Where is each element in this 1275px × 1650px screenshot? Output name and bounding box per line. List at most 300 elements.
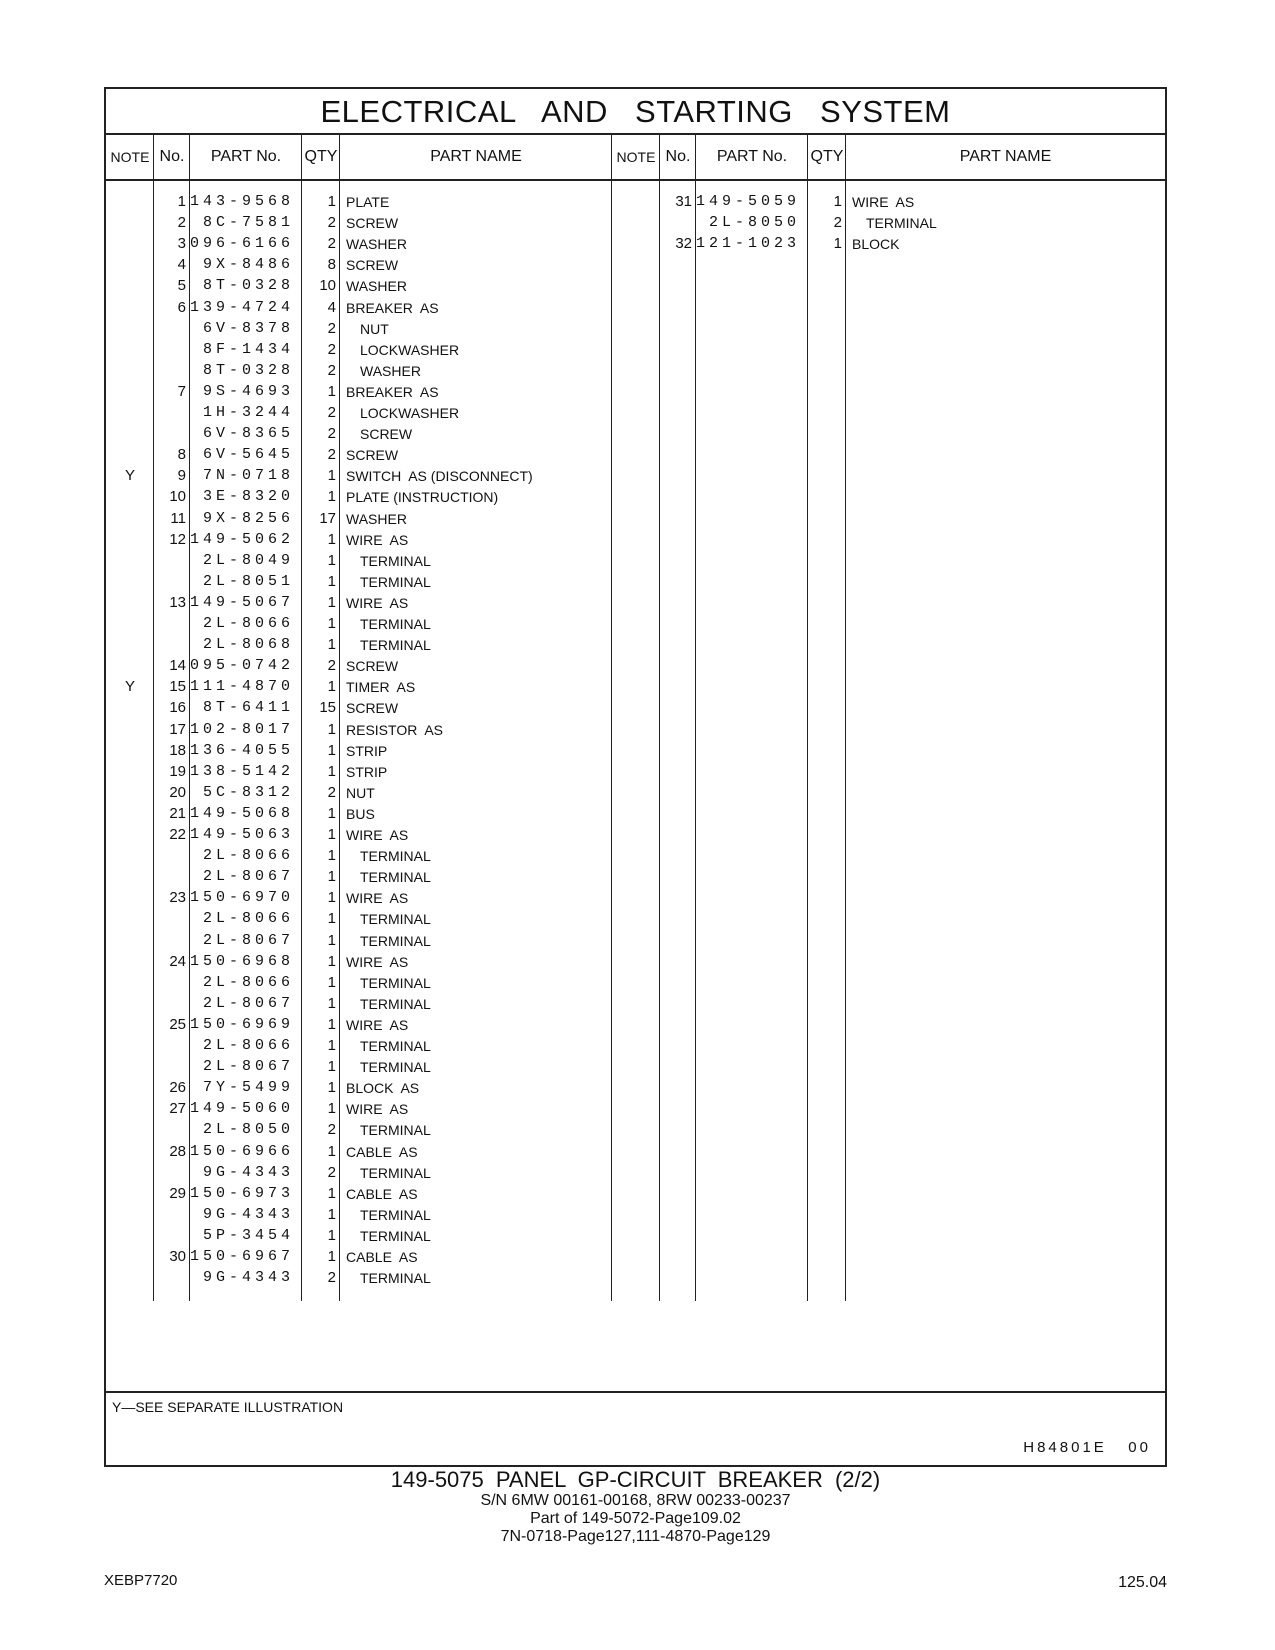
item-number-cell: 31 — [675, 193, 692, 210]
header-part-name-right: PART NAME — [959, 148, 1052, 165]
part-name-cell: WIRE AS — [346, 594, 409, 611]
note-cell — [106, 845, 154, 867]
part-name-cell: CABLE AS — [346, 1249, 418, 1265]
part-number-cell: 8T-6411 — [202, 699, 294, 717]
note-cell — [106, 444, 154, 466]
note-cell: Y — [124, 467, 135, 485]
quantity-cell: 2 — [327, 361, 336, 379]
item-number-cell — [154, 1119, 186, 1141]
part-number-cell: 2L-8066 — [202, 1037, 294, 1054]
note-cell — [106, 297, 154, 319]
part-name-cell: TERMINAL — [360, 637, 431, 654]
table-row — [106, 1141, 1165, 1163]
quantity-cell: 1 — [327, 572, 336, 590]
item-number-cell — [154, 993, 186, 1015]
table-row — [106, 740, 1165, 762]
page-number: 125.04 — [1118, 1574, 1167, 1591]
part-name-cell: WASHER — [346, 510, 407, 527]
item-number-cell: 28 — [169, 1142, 186, 1160]
quantity-cell: 2 — [327, 1163, 336, 1181]
part-number-cell: 121-1023 — [696, 235, 801, 253]
part-name-cell: WIRE AS — [346, 827, 409, 843]
quantity-cell: 1 — [327, 1058, 336, 1076]
quantity-cell: 2 — [327, 235, 336, 253]
item-number-cell: 19 — [169, 762, 186, 780]
header-part-no-right: PART No. — [716, 148, 788, 165]
part-number-cell: 2L-8067 — [202, 994, 294, 1012]
part-number-cell: 150-6969 — [190, 1015, 295, 1033]
note-cell — [106, 1267, 154, 1289]
quantity-cell: 1 — [327, 678, 336, 696]
note-cell — [106, 655, 154, 677]
part-name-cell: TERMINAL — [360, 1038, 431, 1054]
item-number-cell — [154, 339, 186, 361]
part-name-cell: SCREW — [346, 215, 399, 232]
caption-references: 7N-0718-Page127,111-4870-Page129 — [500, 1528, 771, 1545]
item-number-cell — [154, 550, 186, 572]
quantity-cell: 1 — [327, 1079, 336, 1097]
table-row — [106, 887, 1165, 909]
footer-divider — [106, 1391, 1165, 1393]
table-row — [106, 761, 1165, 783]
part-name-cell: SCREW — [346, 447, 399, 464]
table-row — [106, 1014, 1165, 1036]
item-number-cell — [154, 360, 186, 382]
part-name-cell: BREAKER AS — [346, 383, 439, 400]
item-number-cell: 4 — [177, 256, 186, 274]
part-number-cell: 7Y-5499 — [202, 1079, 294, 1097]
item-number-cell — [154, 1162, 186, 1184]
note-cell — [106, 1014, 154, 1036]
item-number-cell: 10 — [169, 488, 186, 506]
table-row — [106, 803, 1165, 825]
quantity-cell: 1 — [327, 889, 336, 907]
header-qty-right: QTY — [810, 148, 844, 165]
note-cell — [106, 529, 154, 551]
note-cell — [106, 993, 154, 1015]
part-number-cell: 9G-4343 — [202, 1205, 294, 1223]
part-number-cell: 2L-8050 — [202, 1121, 294, 1139]
item-number-cell: 16 — [169, 699, 186, 717]
note-cell — [106, 381, 154, 403]
part-name-cell: SWITCH AS (DISCONNECT) — [346, 468, 533, 485]
table-row — [106, 719, 1165, 741]
item-number-cell — [154, 845, 186, 867]
header-note-right: NOTE — [616, 149, 656, 165]
item-number-cell: 8 — [177, 446, 186, 464]
note-cell — [106, 824, 154, 846]
note-cell — [106, 550, 154, 572]
quantity-cell: 1 — [327, 720, 336, 738]
part-name-cell: WIRE AS — [346, 1016, 409, 1033]
item-number-cell: 21 — [169, 804, 186, 822]
quantity-cell: 8 — [327, 256, 336, 274]
item-number-cell: 9 — [177, 467, 186, 485]
quantity-cell: 1 — [327, 615, 336, 632]
item-number-cell: 2 — [177, 214, 186, 232]
part-number-cell: 149-5060 — [190, 1100, 295, 1118]
header-qty-left: QTY — [304, 148, 338, 165]
item-number-cell — [154, 423, 186, 445]
part-number-cell: 9S-4693 — [202, 382, 294, 400]
part-name-cell: NUT — [360, 320, 389, 337]
quantity-cell: 10 — [319, 277, 336, 295]
part-number-cell: 2L-8067 — [202, 931, 294, 949]
item-number-cell: 32 — [675, 235, 692, 253]
table-row — [106, 360, 1165, 382]
item-number-cell — [154, 1225, 186, 1247]
item-number-cell: 11 — [170, 509, 186, 527]
figure-caption — [104, 1468, 1167, 1546]
note-cell — [106, 423, 154, 445]
table-row — [106, 613, 1165, 635]
table-row — [106, 1267, 1165, 1289]
part-number-cell: 1H-3244 — [202, 404, 294, 421]
part-name-cell: WIRE AS — [346, 531, 409, 548]
part-name-cell: STRIP — [346, 763, 388, 780]
quantity-cell: 15 — [319, 699, 336, 717]
table-row — [106, 1246, 1165, 1268]
part-name-cell: TERMINAL — [360, 1122, 431, 1139]
part-name-cell: LOCKWASHER — [360, 341, 460, 358]
quantity-cell: 1 — [327, 973, 336, 991]
part-number-cell: 9X-8256 — [202, 509, 294, 527]
note-cell — [106, 761, 154, 783]
table-row — [106, 1056, 1165, 1078]
table-row — [106, 1119, 1165, 1141]
part-number-cell: 136-4055 — [190, 741, 295, 759]
item-number-cell — [154, 972, 186, 994]
table-row — [106, 697, 1165, 719]
note-cell — [106, 1204, 154, 1226]
part-name-cell: BLOCK AS — [346, 1080, 420, 1097]
note-cell — [106, 254, 154, 276]
caption-title: 149-5075 PANEL GP-CIRCUIT BREAKER (2/2) — [390, 1467, 881, 1492]
part-number-cell: 143-9568 — [190, 193, 295, 210]
table-row — [106, 845, 1165, 867]
column-header-row — [106, 135, 1165, 181]
part-name-cell: STRIP — [346, 742, 388, 759]
quantity-cell: 1 — [327, 1248, 336, 1265]
part-number-cell: 150-6967 — [190, 1248, 295, 1265]
note-cell — [106, 360, 154, 382]
note-cell: Y — [124, 678, 135, 696]
item-number-cell — [154, 1035, 186, 1057]
part-number-cell: 150-6973 — [190, 1184, 295, 1202]
item-number-cell: 12 — [169, 530, 186, 548]
table-row — [106, 1183, 1165, 1205]
quantity-cell: 1 — [327, 1100, 336, 1118]
table-row — [106, 930, 1165, 952]
part-number-cell: 149-5062 — [190, 530, 295, 548]
note-cell — [106, 803, 154, 825]
quantity-cell: 1 — [327, 994, 336, 1012]
note-cell — [106, 634, 154, 656]
quantity-cell: 2 — [327, 404, 336, 421]
note-cell — [106, 887, 154, 909]
item-number-cell — [154, 571, 186, 593]
table-row — [106, 571, 1165, 593]
note-cell — [106, 1141, 154, 1163]
note-cell — [106, 972, 154, 994]
item-number-cell — [154, 613, 186, 635]
part-number-cell: 9X-8486 — [202, 256, 294, 274]
part-name-cell: TERMINAL — [360, 616, 431, 632]
part-number-cell: 2L-8066 — [202, 973, 294, 991]
quantity-cell: 1 — [327, 762, 336, 780]
caption-serial-numbers: S/N 6MW 00161-00168, 8RW 00233-00237 — [480, 1492, 791, 1509]
item-number-cell: 3 — [177, 235, 186, 253]
quantity-cell: 1 — [327, 636, 336, 654]
part-number-cell: 8T-0328 — [202, 277, 294, 295]
part-number-cell: 2L-8067 — [202, 1058, 294, 1076]
quantity-cell: 1 — [327, 910, 336, 928]
part-name-cell: TERMINAL — [360, 573, 431, 590]
table-row — [106, 465, 1165, 487]
item-number-cell: 6 — [177, 298, 186, 316]
item-number-cell: 23 — [169, 889, 186, 907]
item-number-cell — [154, 402, 186, 424]
part-name-cell: RESISTOR AS — [346, 721, 443, 738]
note-cell — [106, 613, 154, 635]
table-row — [106, 318, 1165, 340]
part-number-cell: 2L-8068 — [202, 636, 294, 654]
quantity-cell: 2 — [327, 1121, 336, 1139]
quantity-cell: 1 — [327, 804, 336, 822]
part-number-cell: 6V-5645 — [202, 446, 294, 464]
part-number-cell: 111-4870 — [190, 678, 295, 696]
part-name-cell: NUT — [346, 784, 375, 801]
quantity-cell: 1 — [833, 193, 842, 210]
quantity-cell: 1 — [327, 488, 336, 506]
part-name-cell: TERMINAL — [360, 1270, 431, 1287]
note-cell — [106, 1077, 154, 1099]
table-row — [106, 908, 1165, 930]
table-row — [106, 191, 1165, 213]
part-name-cell: WIRE AS — [346, 890, 409, 907]
part-name-cell: WIRE AS — [852, 194, 915, 210]
caption-part-of: Part of 149-5072-Page109.02 — [530, 1510, 741, 1527]
table-row — [106, 444, 1165, 466]
note-cell — [612, 191, 660, 213]
item-number-cell — [154, 866, 186, 888]
quantity-cell: 1 — [327, 1226, 336, 1244]
part-name-cell: BLOCK — [852, 236, 900, 253]
table-row — [106, 381, 1165, 403]
part-number-cell: 5P-3454 — [202, 1226, 294, 1244]
part-name-cell: WIRE AS — [346, 1101, 409, 1118]
note-cell — [106, 740, 154, 762]
item-number-cell — [154, 634, 186, 656]
note-cell — [106, 339, 154, 361]
part-name-cell: SCREW — [346, 700, 399, 717]
table-row — [106, 592, 1165, 614]
note-cell — [612, 233, 660, 255]
part-number-cell: 149-5067 — [190, 593, 295, 611]
table-row — [106, 655, 1165, 677]
part-name-cell: TERMINAL — [866, 215, 937, 232]
item-number-cell: 18 — [169, 741, 186, 759]
part-number-cell: 7N-0718 — [202, 467, 294, 485]
item-number-cell: 24 — [169, 952, 186, 970]
quantity-cell: 1 — [833, 235, 842, 253]
note-cell — [106, 1098, 154, 1120]
part-number-cell: 139-4724 — [190, 298, 295, 316]
part-number-cell: 6V-8365 — [202, 425, 294, 443]
table-row — [106, 782, 1165, 804]
quantity-cell: 2 — [327, 214, 336, 232]
note-cell — [106, 508, 154, 530]
part-number-cell: 2L-8066 — [202, 910, 294, 928]
part-number-cell: 2L-8050 — [708, 214, 800, 232]
part-name-cell: SCREW — [360, 426, 413, 443]
table-row — [106, 423, 1165, 445]
part-name-cell: CABLE AS — [346, 1143, 418, 1160]
item-number-cell: 22 — [169, 826, 186, 843]
part-name-cell: TERMINAL — [360, 1059, 431, 1076]
part-name-cell: SCREW — [346, 658, 399, 675]
part-name-cell: TERMINAL — [360, 911, 431, 928]
item-number-cell: 20 — [169, 783, 186, 801]
part-name-cell: TERMINAL — [360, 552, 431, 569]
quantity-cell: 1 — [327, 952, 336, 970]
drawing-code: H84801E 00 — [1023, 1439, 1151, 1456]
part-number-cell: 2L-8066 — [202, 615, 294, 632]
table-row — [106, 972, 1165, 994]
part-number-cell: 8F-1434 — [202, 340, 294, 358]
table-row — [106, 529, 1165, 551]
part-number-cell: 149-5068 — [190, 804, 295, 822]
part-name-cell: SCREW — [346, 257, 399, 274]
item-number-cell: 30 — [169, 1248, 186, 1265]
quantity-cell: 1 — [327, 847, 336, 865]
quantity-cell: 1 — [327, 1205, 336, 1223]
quantity-cell: 2 — [327, 783, 336, 801]
item-number-cell: 7 — [177, 382, 186, 400]
note-cell — [106, 908, 154, 930]
quantity-cell: 1 — [327, 741, 336, 759]
part-name-cell: TERMINAL — [360, 869, 431, 886]
item-number-cell — [660, 212, 692, 234]
part-number-cell: 096-6166 — [190, 235, 295, 253]
part-name-cell: LOCKWASHER — [360, 405, 460, 421]
quantity-cell: 1 — [327, 593, 336, 611]
part-name-cell: TERMINAL — [360, 1206, 431, 1223]
note-cell — [106, 697, 154, 719]
quantity-cell: 2 — [327, 425, 336, 443]
note-cell — [106, 951, 154, 973]
item-number-cell: 1 — [177, 193, 186, 210]
part-name-cell: WASHER — [346, 278, 407, 295]
table-row — [106, 1035, 1165, 1057]
item-number-cell — [154, 318, 186, 340]
note-cell — [106, 592, 154, 614]
part-number-cell: 8C-7581 — [202, 214, 294, 232]
table-row — [106, 951, 1165, 973]
part-name-cell: PLATE — [346, 194, 390, 210]
note-cell — [106, 1225, 154, 1247]
note-cell — [106, 486, 154, 508]
note-cell — [106, 275, 154, 297]
quantity-cell: 1 — [327, 1015, 336, 1033]
part-number-cell: 138-5142 — [190, 762, 295, 780]
part-number-cell: 6V-8378 — [202, 319, 294, 337]
part-name-cell: TIMER AS — [346, 679, 416, 696]
quantity-cell: 1 — [327, 1037, 336, 1054]
note-cell — [106, 1119, 154, 1141]
quantity-cell: 2 — [327, 446, 336, 464]
quantity-cell: 1 — [327, 467, 336, 485]
note-cell — [106, 782, 154, 804]
part-number-cell: 2L-8066 — [202, 847, 294, 865]
note-cell — [106, 1056, 154, 1078]
table-row — [106, 339, 1165, 361]
part-name-cell: TERMINAL — [360, 932, 431, 949]
table-row — [106, 550, 1165, 572]
table-row — [106, 1225, 1165, 1247]
part-number-cell: 9G-4343 — [202, 1163, 294, 1181]
table-row — [106, 993, 1165, 1015]
part-name-cell: WIRE AS — [346, 953, 409, 970]
part-name-cell: WASHER — [346, 236, 407, 253]
quantity-cell: 1 — [327, 931, 336, 949]
table-row — [106, 275, 1165, 297]
table-row — [106, 824, 1165, 846]
part-name-cell: BUS — [346, 805, 375, 822]
note-cell — [106, 1183, 154, 1205]
table-row — [106, 233, 1165, 255]
quantity-cell: 2 — [327, 657, 336, 675]
quantity-cell: 1 — [327, 1184, 336, 1202]
part-name-cell: WASHER — [360, 362, 421, 379]
table-row — [106, 1162, 1165, 1184]
part-number-cell: 150-6970 — [190, 889, 295, 907]
parts-table-body — [106, 181, 1165, 1301]
header-part-no-left: PART No. — [210, 148, 282, 165]
part-name-cell: PLATE (INSTRUCTION) — [346, 489, 499, 506]
item-number-cell: 5 — [177, 277, 186, 295]
table-row — [106, 254, 1165, 276]
table-row — [106, 508, 1165, 530]
table-row — [106, 634, 1165, 656]
note-cell — [106, 571, 154, 593]
item-number-cell — [154, 1267, 186, 1289]
part-number-cell: 9G-4343 — [202, 1269, 294, 1287]
table-row — [106, 1204, 1165, 1226]
part-number-cell: 2L-8051 — [202, 572, 294, 590]
document-code: XEBP7720 — [104, 1572, 178, 1589]
part-number-cell: 150-6968 — [190, 952, 295, 970]
note-cell — [106, 866, 154, 888]
note-cell — [106, 719, 154, 741]
note-cell — [106, 402, 154, 424]
part-number-cell: 149-5059 — [696, 193, 801, 210]
quantity-cell: 2 — [327, 1269, 336, 1287]
quantity-cell: 1 — [327, 530, 336, 548]
header-no-right: No. — [665, 148, 691, 165]
item-number-cell: 25 — [169, 1015, 186, 1033]
quantity-cell: 1 — [327, 193, 336, 210]
part-number-cell: 8T-0328 — [202, 361, 294, 379]
footnote: Y—SEE SEPARATE ILLUSTRATION — [112, 1399, 344, 1415]
item-number-cell — [154, 930, 186, 952]
section-title: ELECTRICAL AND STARTING SYSTEM — [106, 89, 1165, 135]
quantity-cell: 1 — [327, 551, 336, 569]
table-row — [106, 297, 1165, 319]
table-row — [106, 402, 1165, 424]
item-number-cell — [154, 908, 186, 930]
table-row — [106, 866, 1165, 888]
